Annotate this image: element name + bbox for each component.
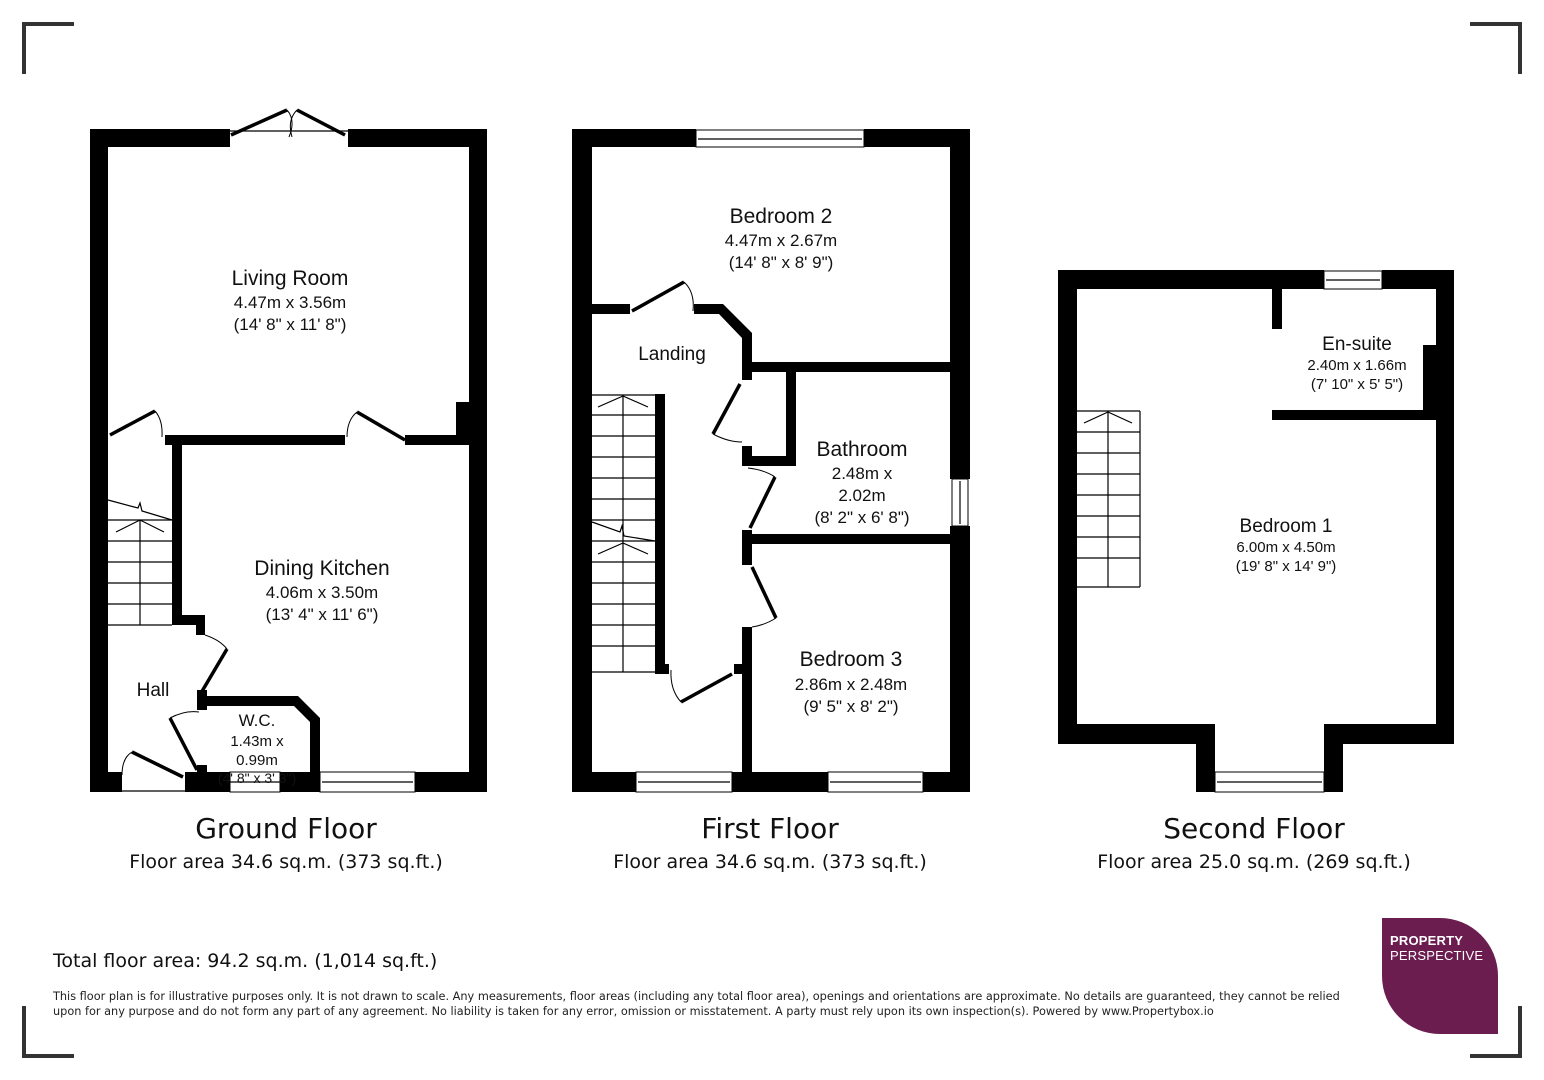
room-metric: 4.06m x 3.50m xyxy=(265,583,379,602)
room-imperial: (19' 8" x 14' 9") xyxy=(1235,558,1337,575)
room-label-dining-kitchen xyxy=(254,557,389,624)
room-name: En-suite xyxy=(1322,334,1392,355)
floor-area: Floor area 34.6 sq.m. (373 sq.ft.) xyxy=(613,851,927,873)
room-metric-line1: 1.43m x xyxy=(230,733,284,750)
room-label-bathroom xyxy=(814,438,909,527)
room-metric-line2: 0.99m xyxy=(236,752,278,769)
room-name: Bedroom 1 xyxy=(1239,516,1333,537)
room-imperial: (13' 4" x 11' 6") xyxy=(265,605,379,624)
room-label-bedroom-1 xyxy=(1236,516,1337,575)
room-imperial: (7' 10" x 5' 5") xyxy=(1310,376,1404,393)
room-label-hall xyxy=(137,680,170,701)
disclaimer-text: This floor plan is for illustrative purposes only. It is not drawn to scale. Any measurements, floor areas (including any total floor area), openings and orientations are approximate. No details are guaranteed, they cannot be relied upon for any purpose and do not form any part of any agreement. No liability is taken for any error, omission or misstatement. A party must rely upon its own inspection(s). Powered by www.Propertybox.io xyxy=(53,990,1340,1018)
room-imperial: (14' 8" x 11' 8") xyxy=(233,315,347,334)
room-metric: 4.47m x 2.67m xyxy=(724,231,838,250)
room-name: Living Room xyxy=(231,267,349,290)
first-floor-caption xyxy=(570,812,970,873)
room-label-bedroom-2 xyxy=(725,205,837,272)
ground-floor-caption xyxy=(86,812,486,873)
room-label-wc xyxy=(218,711,296,786)
room-label-en-suite xyxy=(1307,334,1406,393)
room-name: Dining Kitchen xyxy=(254,557,390,580)
logo-line-2: PERSPECTIVE xyxy=(1390,948,1484,963)
second-floor-caption xyxy=(1054,812,1454,873)
logo-line-1: PROPERTY xyxy=(1390,933,1464,948)
room-imperial: (9' 5" x 8' 2") xyxy=(803,697,899,716)
room-metric: 2.86m x 2.48m xyxy=(794,675,908,694)
room-imperial: (4' 8" x 3' 3") xyxy=(217,770,297,786)
room-label-landing xyxy=(638,344,706,365)
total-floor-area: Total floor area: 94.2 sq.m. (1,014 sq.ft.) xyxy=(53,950,438,972)
room-name: Landing xyxy=(638,344,706,365)
room-metric: 4.47m x 3.56m xyxy=(233,293,347,312)
room-name: Bathroom xyxy=(816,438,908,461)
room-metric: 6.00m x 4.50m xyxy=(1236,539,1336,556)
property-perspective-logo xyxy=(1382,918,1498,1034)
floor-area: Floor area 25.0 sq.m. (269 sq.ft.) xyxy=(1097,851,1411,873)
room-label-bedroom-3 xyxy=(795,648,907,716)
room-metric: 2.40m x 1.66m xyxy=(1307,357,1407,374)
floor-area: Floor area 34.6 sq.m. (373 sq.ft.) xyxy=(129,851,443,873)
room-imperial: (14' 8" x 8' 9") xyxy=(728,253,834,272)
room-metric-line1: 2.48m x xyxy=(831,464,893,483)
room-name: Bedroom 2 xyxy=(729,205,833,228)
room-name: Bedroom 3 xyxy=(799,648,903,671)
floor-title: Ground Floor xyxy=(195,812,377,845)
room-name: W.C. xyxy=(238,711,276,730)
floor-title: First Floor xyxy=(701,812,839,845)
room-imperial: (8' 2" x 6' 8") xyxy=(814,508,910,527)
first-floor-plan xyxy=(572,129,970,792)
room-metric-line2: 2.02m xyxy=(838,486,886,505)
room-name: Hall xyxy=(136,680,170,701)
room-label-living-room xyxy=(232,267,349,334)
floor-title: Second Floor xyxy=(1163,812,1345,845)
